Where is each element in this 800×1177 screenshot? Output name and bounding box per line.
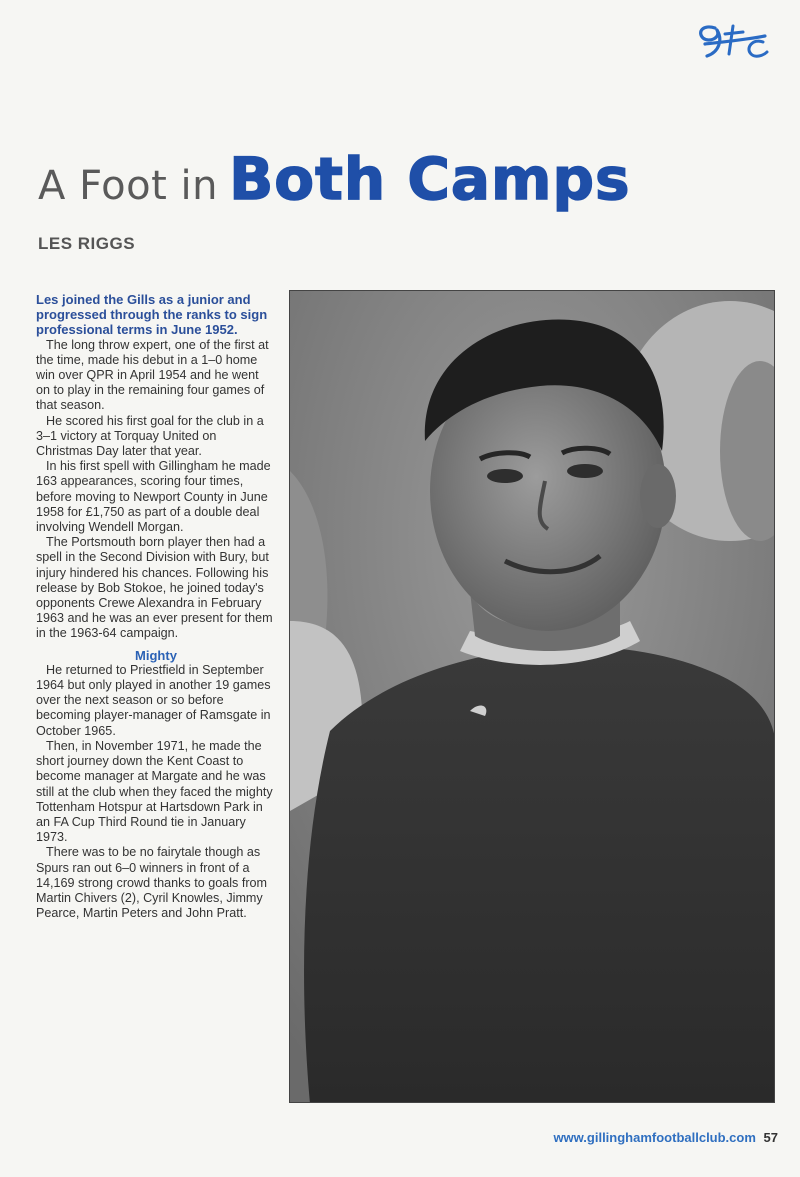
article-body <box>36 292 276 921</box>
player-portrait-illustration <box>290 291 775 1103</box>
footer <box>553 1130 778 1145</box>
gfc-monogram-icon <box>693 18 771 64</box>
paragraph: He returned to Priestfield in September 1964 but only played in another 19 games over the next season or so before becoming player-manager of Ramsgate in October 1965. <box>36 662 271 738</box>
title-heavy: Both Camps <box>229 145 631 213</box>
player-portrait-photo <box>289 290 775 1103</box>
website-link[interactable]: www.gillinghamfootballclub.com <box>553 1130 756 1145</box>
paragraph: He scored his first goal for the club in a 3–1 victory at Torquay United on Christmas Day later that year. <box>36 413 264 459</box>
article-intro: Les joined the Gills as a junior and progressed through the ranks to sign professional terms in June 1952. <box>36 292 268 338</box>
paragraph: There was to be no fairytale though as Spurs ran out 6–0 winners in front of a 14,169 strong crowd thanks to goals from Martin Chivers (2), Cyril Knowles, Jimmy Pearce, Martin Peters and John Pratt. <box>36 845 268 921</box>
paragraph: The Portsmouth born player then had a spell in the Second Division with Bury, but injury hindered his chances. Following his release by Bob Stokoe, he joined today's opponents Crewe Alexandra in February 1963 and he was an ever present for them in the 1963-64 campaign. <box>36 535 273 641</box>
subheading: Mighty <box>135 647 177 663</box>
paragraph: Then, in November 1971, he made the short journey down the Kent Coast to become manager at Margate and he was still at the club when they faced the mighty Tottenham Hotspur at Hartsdown Park in an FA Cup Third Round tie in January 1973. <box>36 738 273 845</box>
paragraph: The long throw expert, one of the first at the time, made his debut in a 1–0 home win over QPR in April 1954 and he went on to play in the remaining four games of that season. <box>36 337 269 413</box>
title-light: A Foot in <box>38 163 218 209</box>
article-title <box>38 145 778 225</box>
page-number: 57 <box>763 1130 778 1145</box>
paragraph: In his first spell with Gillingham he made 163 appearances, scoring four times, before moving to Newport County in June 1958 for £1,750 as part of a double deal involving Wendell Morgan. <box>36 459 271 535</box>
byline: LES RIGGS <box>38 234 136 253</box>
